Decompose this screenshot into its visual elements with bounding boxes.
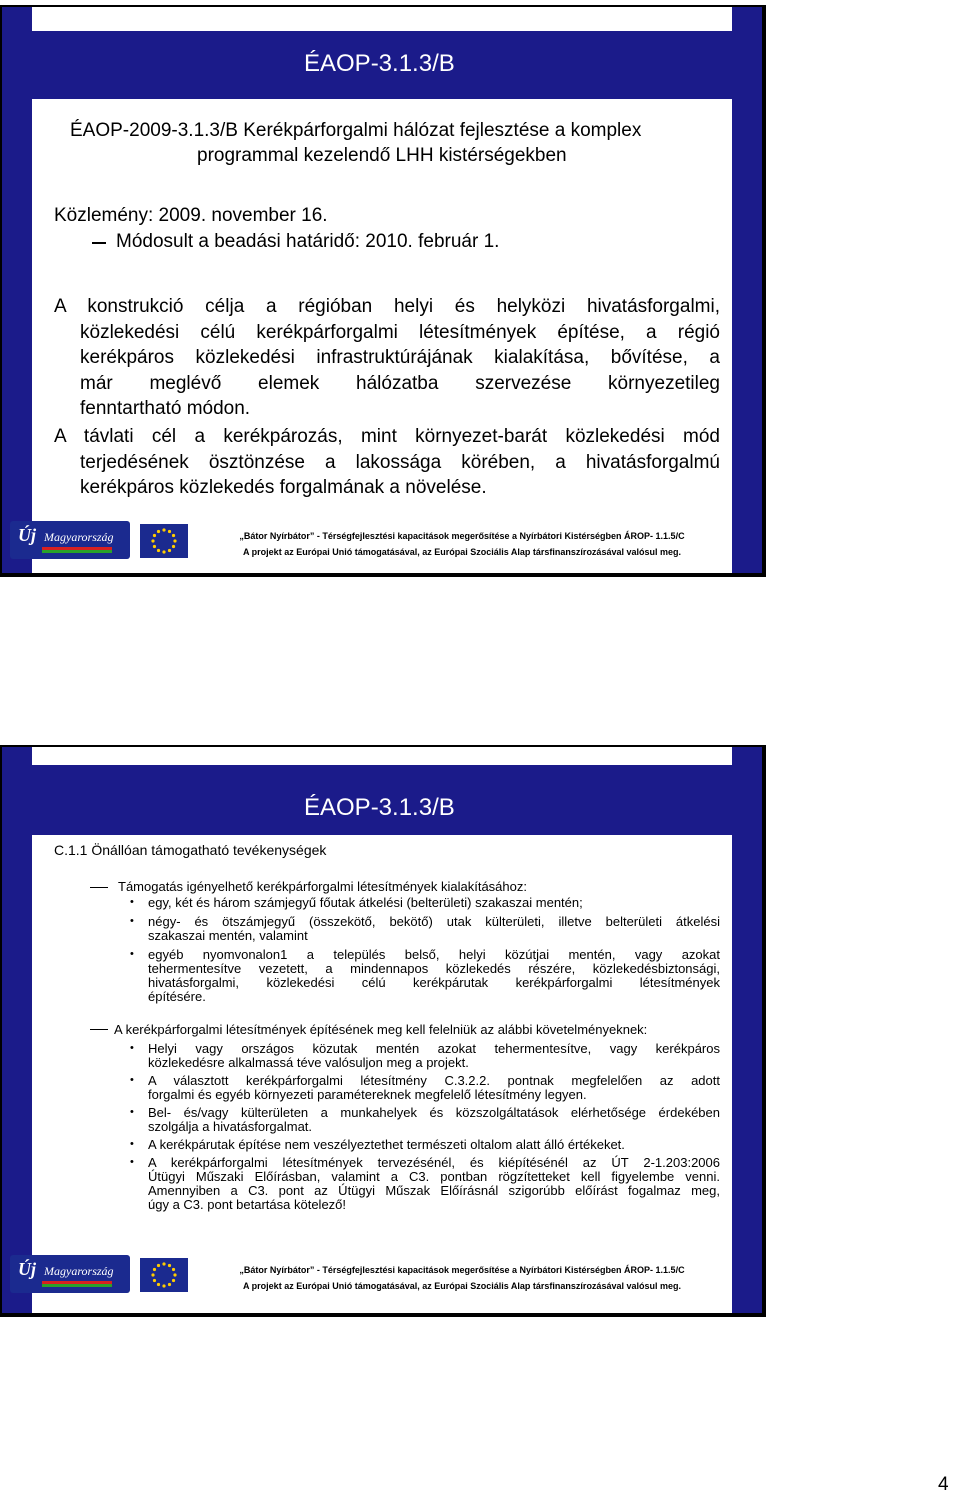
- eu-star-icon: [162, 1262, 165, 1265]
- eu-star-icon: [168, 530, 171, 533]
- list-item: A kerékpárutak építése nem veszélyeztethet természeti oltalom alatt álló értékeket.: [148, 1137, 625, 1152]
- eu-star-icon: [172, 534, 175, 537]
- list-item: építésére.: [148, 989, 206, 1004]
- section-label: C.1.1 Önállóan támogatható tevékenységek: [54, 842, 327, 858]
- right-bar: [732, 747, 762, 1313]
- eu-star-icon: [151, 539, 154, 542]
- left-bar: [2, 747, 32, 1313]
- eu-star-icon: [172, 1268, 175, 1271]
- paragraph-line: kerékpáros közlekedés forgalmának a növelése.: [80, 477, 487, 498]
- dash-marker: [90, 1029, 108, 1030]
- footer: [202, 528, 722, 560]
- slide-title: ÉAOP-3.1.3/B: [304, 794, 455, 821]
- bullet-icon: •: [130, 1138, 134, 1150]
- eu-star-icon: [151, 1273, 154, 1276]
- eu-star-icon: [157, 549, 160, 552]
- title-bar: [32, 31, 732, 99]
- list-item: forgalmi és egyéb környezeti paramétereknek megfelelő létesítmény legyen.: [148, 1087, 587, 1102]
- uj-magyarorszag-logo: Új Magyarország: [10, 521, 130, 559]
- list-item: hivatásforgalmi, közlekedési célú kerékpárutak kerékpárforgalmi létesítmények: [148, 975, 720, 990]
- eu-star-icon: [157, 1283, 160, 1286]
- footer-line-2: A projekt az Európai Unió támogatásával, az Európai Szociális Alap társfinanszírozásával valósul meg.: [243, 1281, 681, 1291]
- eu-star-icon: [153, 1279, 156, 1282]
- logos: [10, 521, 190, 561]
- eu-star-icon: [173, 539, 176, 542]
- paragraph-line: terjedésének ösztönzése a lakossága körében, a hivatásforgalmú: [80, 451, 720, 473]
- eu-flag-icon: [140, 1258, 188, 1292]
- list-item: Útügyi Műszaki Előírásban, valamint a C3. pontban rögzítetteket kell figyelembe venni.: [148, 1169, 720, 1184]
- footer-line-2: A projekt az Európai Unió támogatásával, az Európai Szociális Alap társfinanszírozásával valósul meg.: [243, 547, 681, 557]
- heading-line-1: ÉAOP-2009-3.1.3/B Kerékpárforgalmi hálózat fejlesztése a komplex: [70, 120, 642, 141]
- footer: [202, 1262, 722, 1294]
- list-item: szakaszai mentén, valamint: [148, 928, 308, 943]
- eu-star-icon: [153, 545, 156, 548]
- left-bar: [2, 7, 32, 573]
- eu-star-icon: [153, 1268, 156, 1271]
- title-bar: [32, 765, 732, 835]
- eu-star-icon: [168, 1283, 171, 1286]
- block1-title: Támogatás igényelhető kerékpárforgalmi létesítmények kialakításához:: [118, 879, 527, 894]
- page-number: 4: [938, 1474, 949, 1495]
- list-item: úgy a C3. pont betartása kötelező!: [148, 1197, 347, 1212]
- bullet-icon: •: [130, 896, 134, 908]
- footer-line-1: „Bátor Nyírbátor” - Térségfejlesztési kapacitások megerősítése a Nyírbátori Kistérségben ÁROP- 1.1.5/C: [239, 531, 685, 541]
- eu-star-icon: [168, 549, 171, 552]
- list-item: Helyi vagy országos közutak mentén azokat tehermentesítve, vagy kerékpáros: [148, 1041, 720, 1056]
- paragraph-line: már meglévő elemek hálózatba szervezése környezetileg: [80, 372, 720, 394]
- list-item: szolgálja a hivatásforgalmat.: [148, 1119, 313, 1134]
- list-item: egy, két és három számjegyű főutak átkelési (belterületi) szakaszai mentén;: [148, 895, 583, 910]
- list-item: négy- és ötszámjegyű (összekötő, bekötő) utak külterületi, illetve belterületi átkelési: [148, 914, 720, 929]
- modified-deadline: Módosult a beadási határidő: 2010. február 1.: [116, 231, 500, 252]
- list-item: A kerékpárforgalmi létesítmények tervezésénél, és kiépítésénél az ÚT 2-1.203:2006: [148, 1155, 720, 1170]
- eu-star-icon: [162, 528, 165, 531]
- slide-2: [0, 745, 766, 1317]
- dash-marker: [92, 242, 106, 244]
- list-item: Bel- és/vagy külterületen a munkahelyek és közszolgáltatások elérhetősége érdekében: [148, 1105, 720, 1120]
- right-bar: [732, 7, 762, 573]
- eu-star-icon: [172, 1279, 175, 1282]
- bullet-icon: •: [130, 1106, 134, 1118]
- paragraph-line: kerékpáros közlekedési infrastruktúrájának kialakítása, bővítése, a: [80, 347, 720, 368]
- eu-star-icon: [172, 545, 175, 548]
- eu-star-icon: [157, 1264, 160, 1267]
- announcement: Közlemény: 2009. november 16.: [54, 205, 328, 226]
- bullet-icon: •: [130, 1074, 134, 1086]
- uj-magyarorszag-logo: Új Magyarország: [10, 1255, 130, 1293]
- list-item: A választott kerékpárforgalmi létesítmény C.3.2.2. pontnak megfelelően az adott: [148, 1073, 720, 1088]
- bullet-icon: •: [130, 1156, 134, 1168]
- heading-line-2: programmal kezelendő LHH kistérségekben: [197, 145, 567, 166]
- slide-1: [0, 5, 766, 577]
- paragraph-line: A konstrukció célja a régióban helyi és helyközi hivatásforgalmi,: [54, 296, 720, 317]
- footer-line-1: „Bátor Nyírbátor” - Térségfejlesztési kapacitások megerősítése a Nyírbátori Kistérségben ÁROP- 1.1.5/C: [239, 1265, 685, 1275]
- list-item: közlekedésre alkalmassá téve valósuljon meg a projekt.: [148, 1055, 469, 1070]
- eu-star-icon: [157, 530, 160, 533]
- eu-star-icon: [173, 1273, 176, 1276]
- list-item: tehermentesítve vezetett, a mindennapos közlekedés részére, közlekedésbiztonsági,: [148, 961, 720, 976]
- dash-marker: [90, 887, 108, 888]
- block2-title: A kerékpárforgalmi létesítmények építésének meg kell felelniük az alábbi követelményeknek:: [114, 1022, 648, 1037]
- paragraph-line: fenntartható módon.: [80, 398, 251, 419]
- list-item: Amennyiben a C3. pont az Útügyi Műszak Előírásnál szigorúbb előírást fogalmaz meg,: [148, 1183, 720, 1198]
- eu-star-icon: [153, 534, 156, 537]
- eu-star-icon: [168, 1264, 171, 1267]
- bullet-icon: •: [130, 1042, 134, 1054]
- paragraph-line: közlekedési célú kerékpárforgalmi létesítmények építése, a régió: [80, 321, 720, 343]
- bullet-icon: •: [130, 948, 134, 960]
- eu-star-icon: [162, 550, 165, 553]
- eu-flag-icon: [140, 524, 188, 558]
- slide-title: ÉAOP-3.1.3/B: [304, 50, 455, 77]
- bullet-icon: •: [130, 915, 134, 927]
- list-item: egyéb nyomvonalon1 a település belső, helyi közútjai mentén, vagy azokat: [148, 947, 720, 962]
- eu-star-icon: [162, 1284, 165, 1287]
- paragraph-line: A távlati cél a kerékpározás, mint környezet-barát közlekedési mód: [54, 426, 720, 447]
- logos: [10, 1255, 190, 1295]
